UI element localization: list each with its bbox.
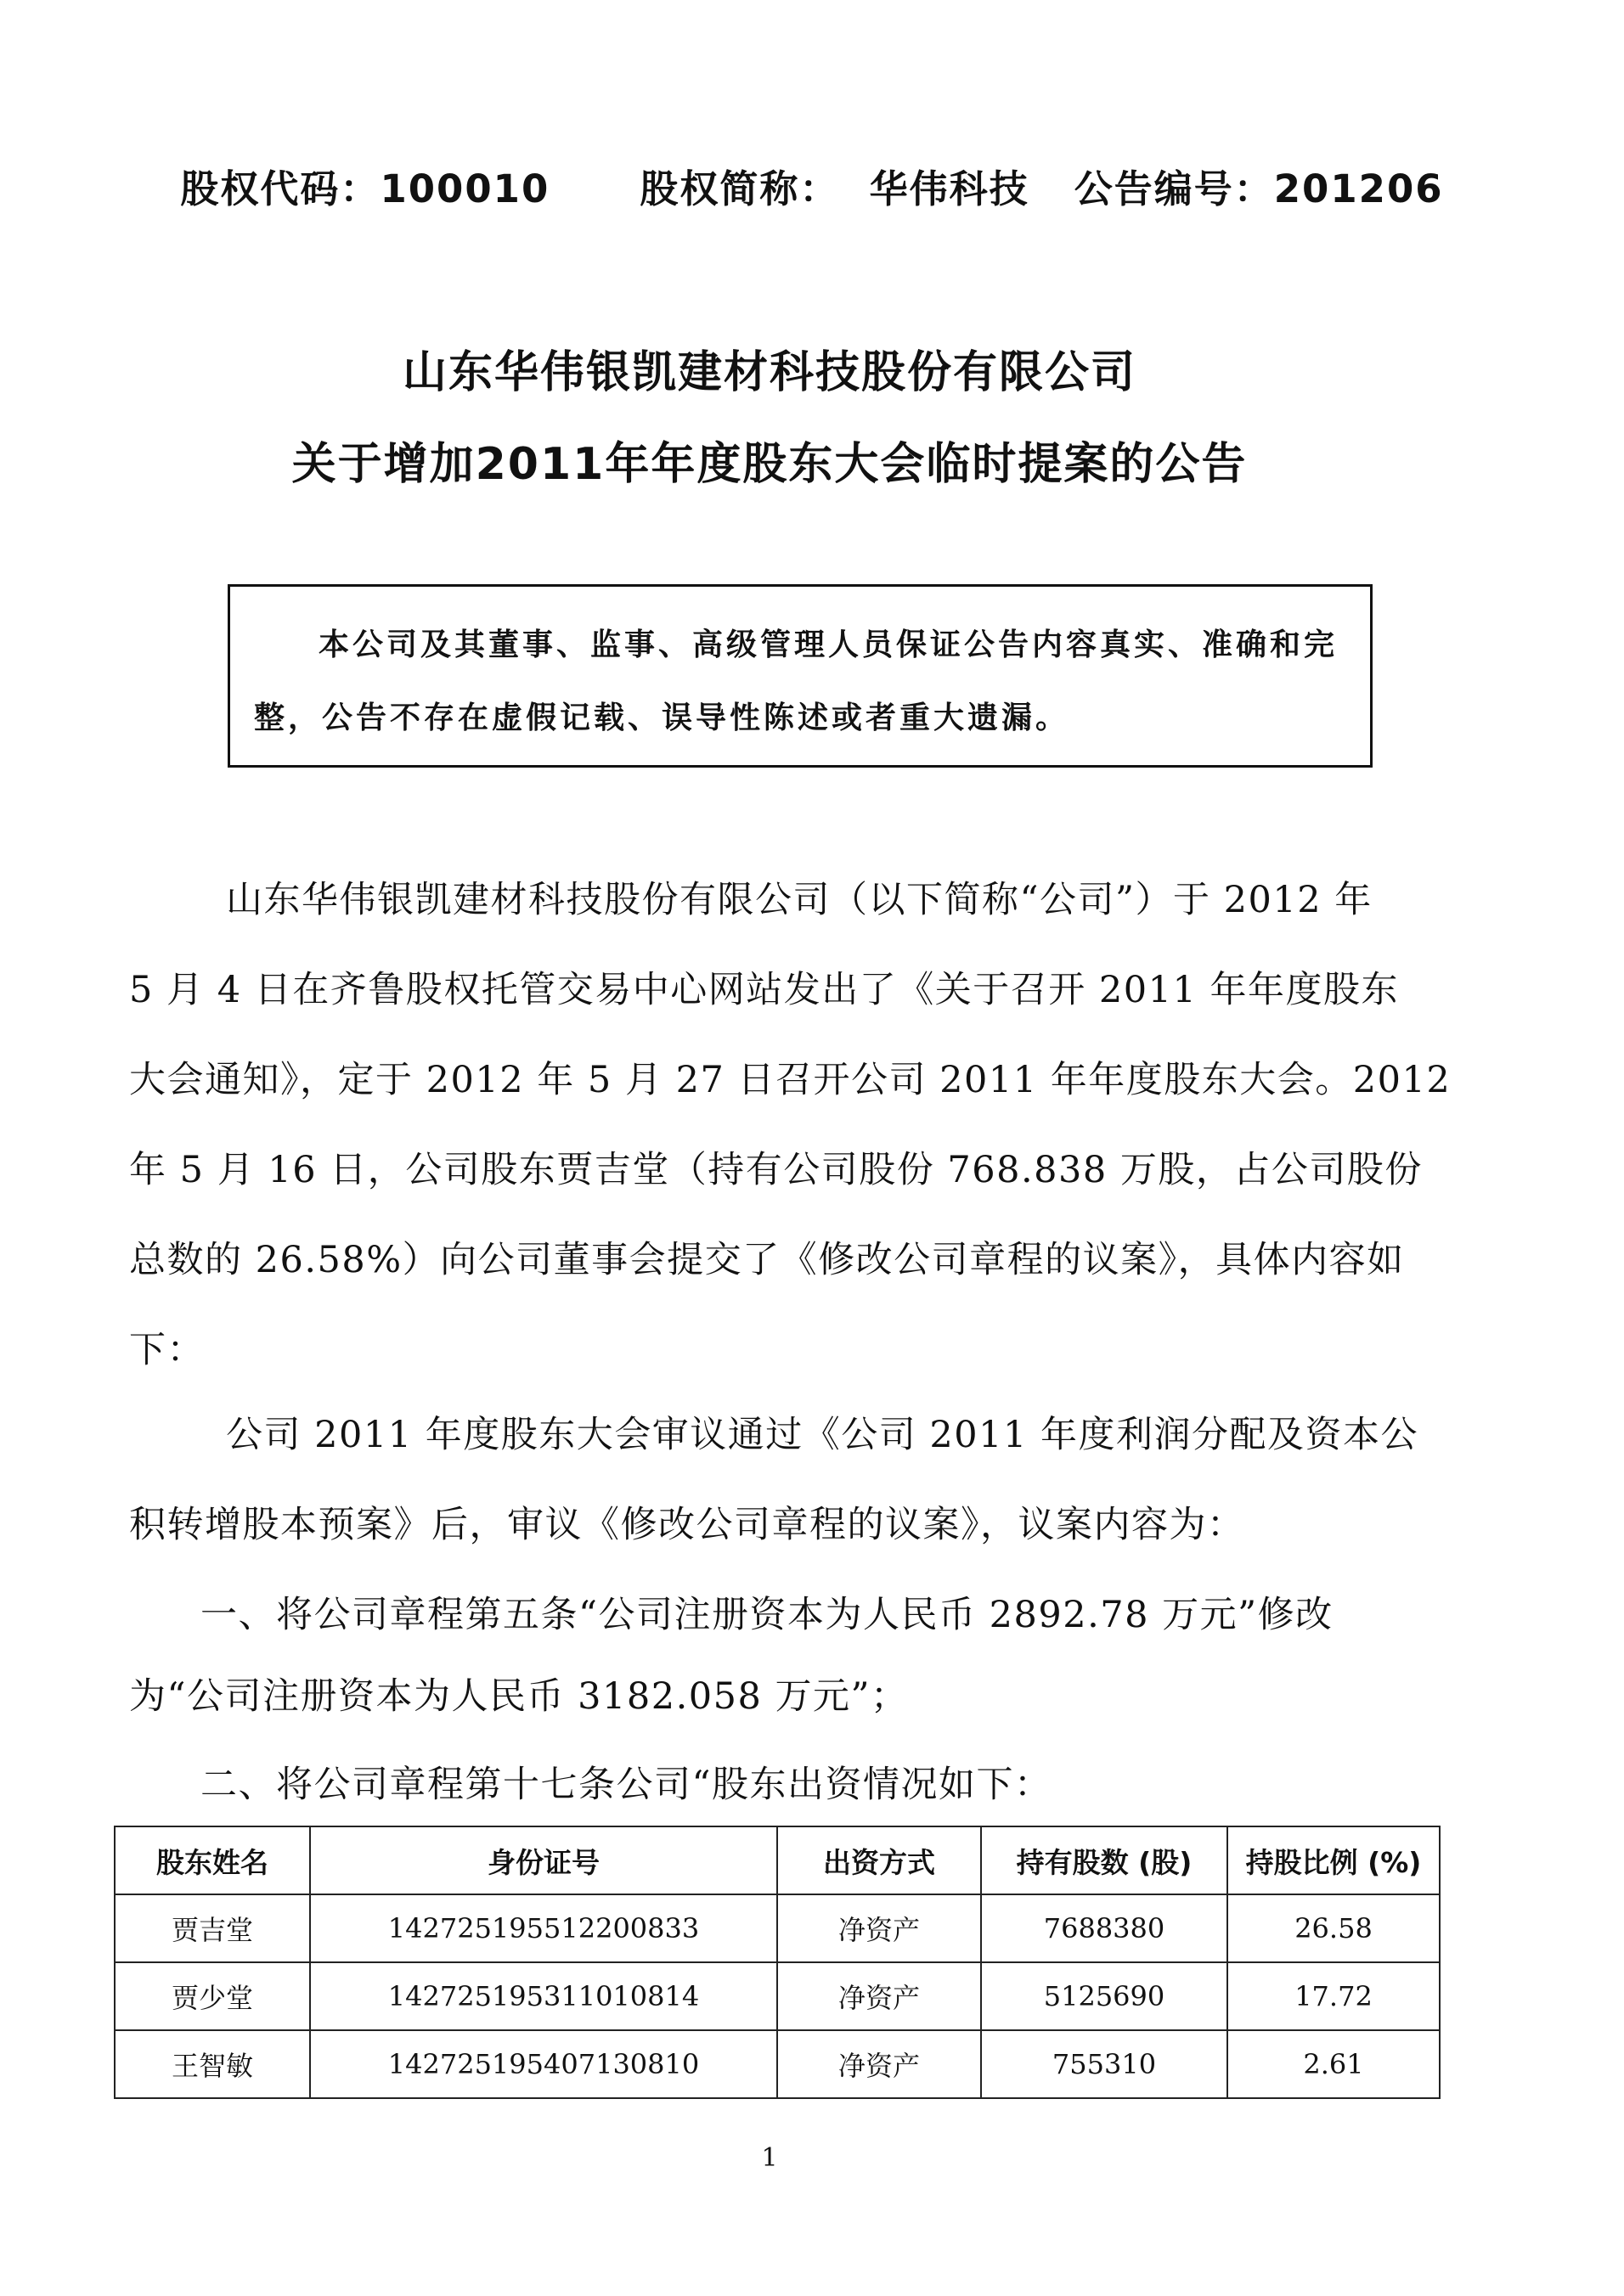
- cell-id: 142725195407130810: [310, 2030, 777, 2098]
- body-line: 山东华伟银凯建材科技股份有限公司（以下简称“公司”）于 2012 年: [226, 879, 1373, 921]
- body-line: 积转增股本预案》后，审议《修改公司章程的议案》，议案内容为：: [129, 1504, 1245, 1546]
- body-line: 下：: [129, 1329, 205, 1371]
- body-line: 总数的 26.58%）向公司董事会提交了《修改公司章程的议案》，具体内容如: [129, 1239, 1405, 1281]
- col-header-method: 出资方式: [777, 1826, 981, 1894]
- statement-line-2: 整，公告不存在虚假记载、误导性陈述或者重大遗漏。: [254, 701, 1070, 735]
- cell-ratio: 17.72: [1227, 1962, 1440, 2030]
- cell-id: 142725195512200833: [310, 1894, 777, 1962]
- cell-shares: 5125690: [981, 1962, 1227, 2030]
- code-value: 100010: [380, 166, 550, 211]
- col-header-id: 身份证号: [310, 1826, 777, 1894]
- cell-id: 142725195311010814: [310, 1962, 777, 2030]
- title-company: 山东华伟银凯建材科技股份有限公司: [402, 347, 1136, 398]
- col-header-name: 股东姓名: [115, 1826, 310, 1894]
- body-line: 一、将公司章程第五条“公司注册资本为人民币 2892.78 万元”修改: [200, 1594, 1334, 1636]
- cell-shares: 755310: [981, 2030, 1227, 2098]
- body-line: 二、将公司章程第十七条公司“股东出资情况如下：: [200, 1764, 1052, 1806]
- cell-name: 贾吉堂: [115, 1894, 310, 1962]
- short-name-label: 股权简称：: [640, 166, 840, 211]
- notice-no-value: 201206: [1273, 166, 1444, 211]
- col-header-ratio: 持股比例 (%): [1227, 1826, 1440, 1894]
- statement-line-1: 本公司及其董事、监事、高级管理人员保证公告内容真实、准确和完: [319, 627, 1339, 662]
- notice-header: [0, 158, 1624, 213]
- cell-name: 王智敏: [115, 2030, 310, 2098]
- body-line: 5 月 4 日在齐鲁股权托管交易中心网站发出了《关于召开 2011 年年度股东: [129, 969, 1399, 1011]
- table-row: [115, 1894, 1440, 1962]
- cell-name: 贾少堂: [115, 1962, 310, 2030]
- statement-box: [228, 584, 1373, 768]
- notice-no-label: 公告编号：: [1074, 166, 1274, 211]
- body-line: 年 5 月 16 日，公司股东贾吉堂（持有公司股份 768.838 万股，占公司股份: [129, 1149, 1423, 1191]
- cell-shares: 7688380: [981, 1894, 1227, 1962]
- body-line: 大会通知》，定于 2012 年 5 月 27 日召开公司 2011 年年度股东大会。2012: [129, 1059, 1452, 1101]
- table-header-row: [115, 1826, 1440, 1894]
- body-line: 为“公司注册资本为人民币 3182.058 万元”；: [129, 1675, 909, 1718]
- table-row: [115, 1962, 1440, 2030]
- title-subject: 关于增加2011年年度股东大会临时提案的公告: [291, 439, 1248, 490]
- table-row: [115, 2030, 1440, 2098]
- cell-ratio: 2.61: [1227, 2030, 1440, 2098]
- cell-method: 净资产: [777, 1962, 981, 2030]
- page-number: 1: [761, 2143, 778, 2173]
- body-line: 公司 2011 年度股东大会审议通过《公司 2011 年度利润分配及资本公: [226, 1414, 1419, 1456]
- shareholder-table: [114, 1826, 1441, 2099]
- code-label: 股权代码：: [180, 166, 381, 211]
- cell-method: 净资产: [777, 1894, 981, 1962]
- short-name-value: 华伟科技: [869, 166, 1029, 211]
- col-header-shares: 持有股数 (股): [981, 1826, 1227, 1894]
- cell-method: 净资产: [777, 2030, 981, 2098]
- cell-ratio: 26.58: [1227, 1894, 1440, 1962]
